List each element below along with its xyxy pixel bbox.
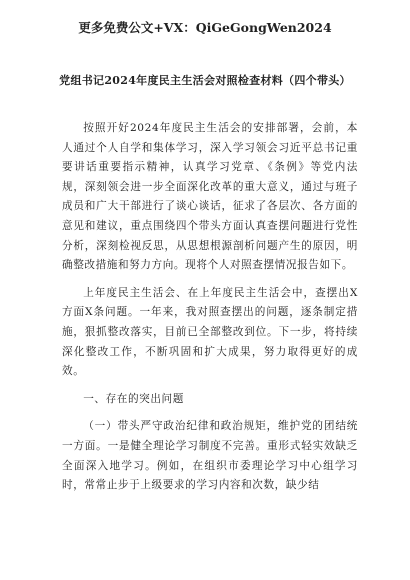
paragraph-last-year-review: 上年度民主生活会、在上年度民主生活会中，查摆出X方面X条问题。一年来，我对照查摆出的问题，逐条制定措施，狠抓整改落实，目前已全部整改到位。下一步，将持续深化整改工作，不断巩固和扩大成果，努力取得更好的成效。	[62, 286, 358, 378]
paragraph-problem-one: （一）带头严守政治纪律和政治规矩，维护党的团结统一方面。一是健全理论学习制度不完善。重形式轻实效缺乏全面深入地学习。例如，在组织市委理论学习中心组学习时，常常止步于上级要求的学习内容和次数，缺少结	[62, 420, 358, 492]
page-header: 更多免费公文+VX：QiGeGongWen2024	[78, 20, 332, 35]
section-heading-problems: 一、存在的突出问题	[83, 392, 184, 405]
document-title: 党组书记2024年度民主生活会对照检查材料（四个带头）	[59, 74, 351, 87]
document-body	[62, 119, 358, 496]
paragraph-intro: 按照开好2024年度民主生活会的安排部署，会前，本人通过个人自学和集体学习，深入学习领会习近平总书记重要讲话重要指示精神，认真学习党章、《条例》等党内法规，深刻领会进一步全面深化改革的重大意义，通过与班子成员和广大干部进行了谈心谈话，征求了各层次、各方面的意见和建议，重点围绕四个带头方面认真查摆问题进行党性分析，深刻检视反思，从思想根源剖析问题产生的原因，明确整改措施和努力方向。现将个人对照查摆情况报告如下。	[62, 122, 358, 272]
